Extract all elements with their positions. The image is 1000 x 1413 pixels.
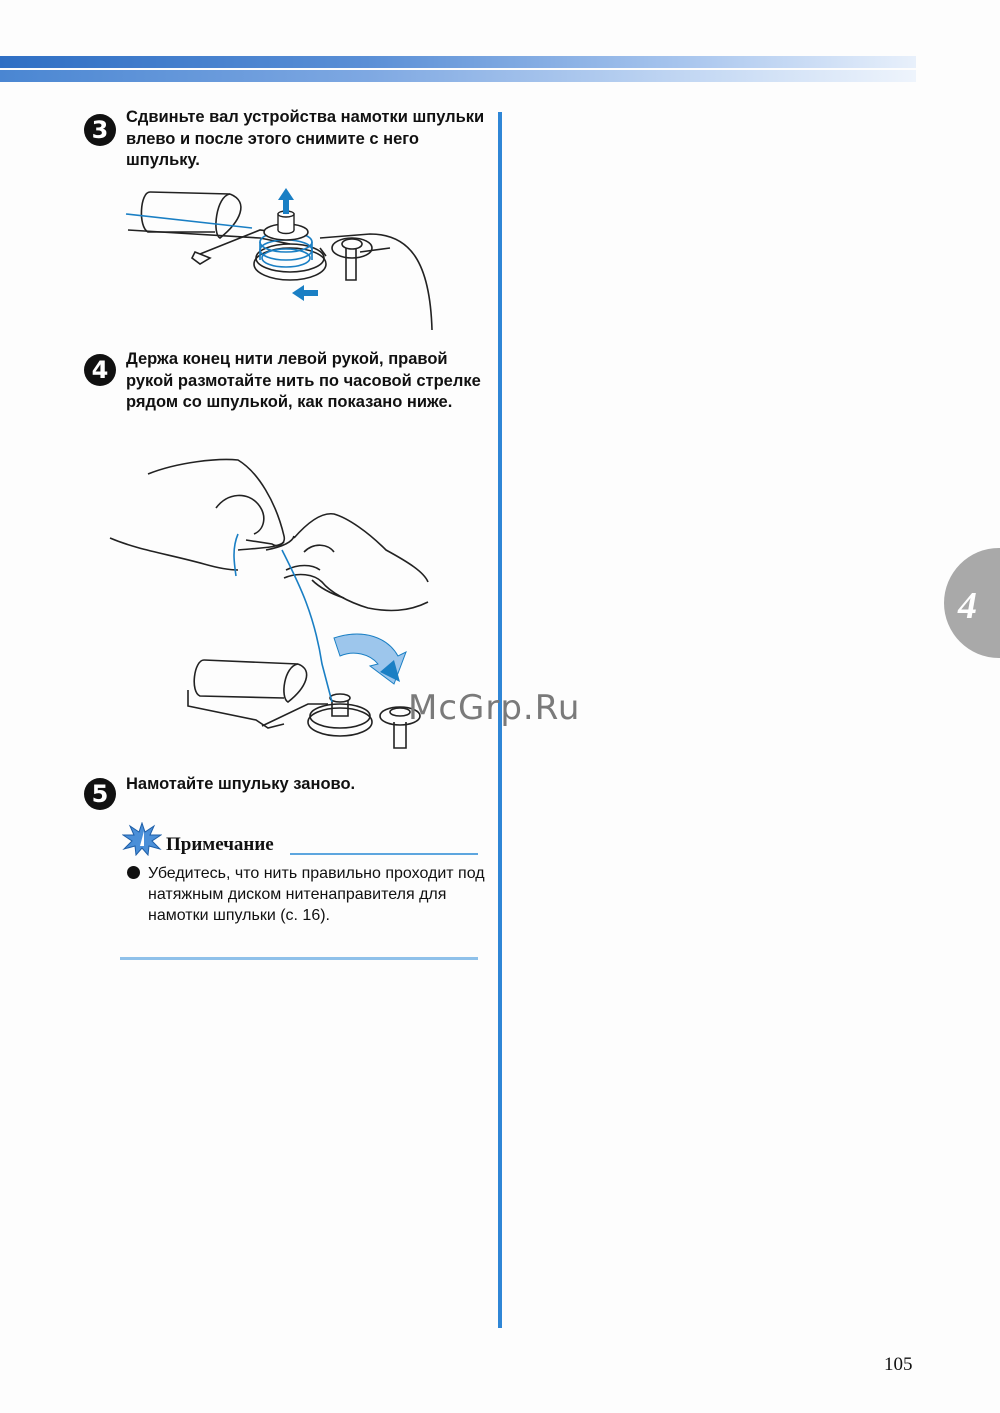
header-band (0, 56, 916, 84)
note-header (122, 822, 478, 856)
note-bottom-rule (120, 957, 478, 960)
note-title-rule (290, 853, 478, 855)
thread-unwinding-illustration (108, 452, 440, 752)
chapter-number: 4 (958, 585, 977, 627)
note-starburst-icon (122, 822, 162, 856)
step-3-text: Сдвиньте вал устройства намотки шпульки влево и после этого снимите с него шпульку. (126, 108, 485, 169)
step-5-number: 5 (84, 778, 116, 810)
note-title: Примечание (166, 834, 274, 855)
note-text: Убедитесь, что нить правильно проходит под натяжным диском нитенаправителя для намотки шпульки (с. 16). (148, 865, 485, 924)
step-5-text: Намотайте шпульку заново. (126, 775, 356, 793)
watermark: McGrp.Ru (408, 688, 581, 728)
step-3-number: 3 (84, 114, 116, 146)
bobbin-removal-illustration (120, 182, 440, 330)
step-4-number: 4 (84, 354, 116, 386)
page-number: 105 (884, 1354, 913, 1375)
step-4-text: Держа конец нити левой рукой, правой рукой размотайте нить по часовой стрелке рядом со шпулькой, как показано ниже. (126, 350, 481, 411)
note-bullet (127, 866, 140, 879)
